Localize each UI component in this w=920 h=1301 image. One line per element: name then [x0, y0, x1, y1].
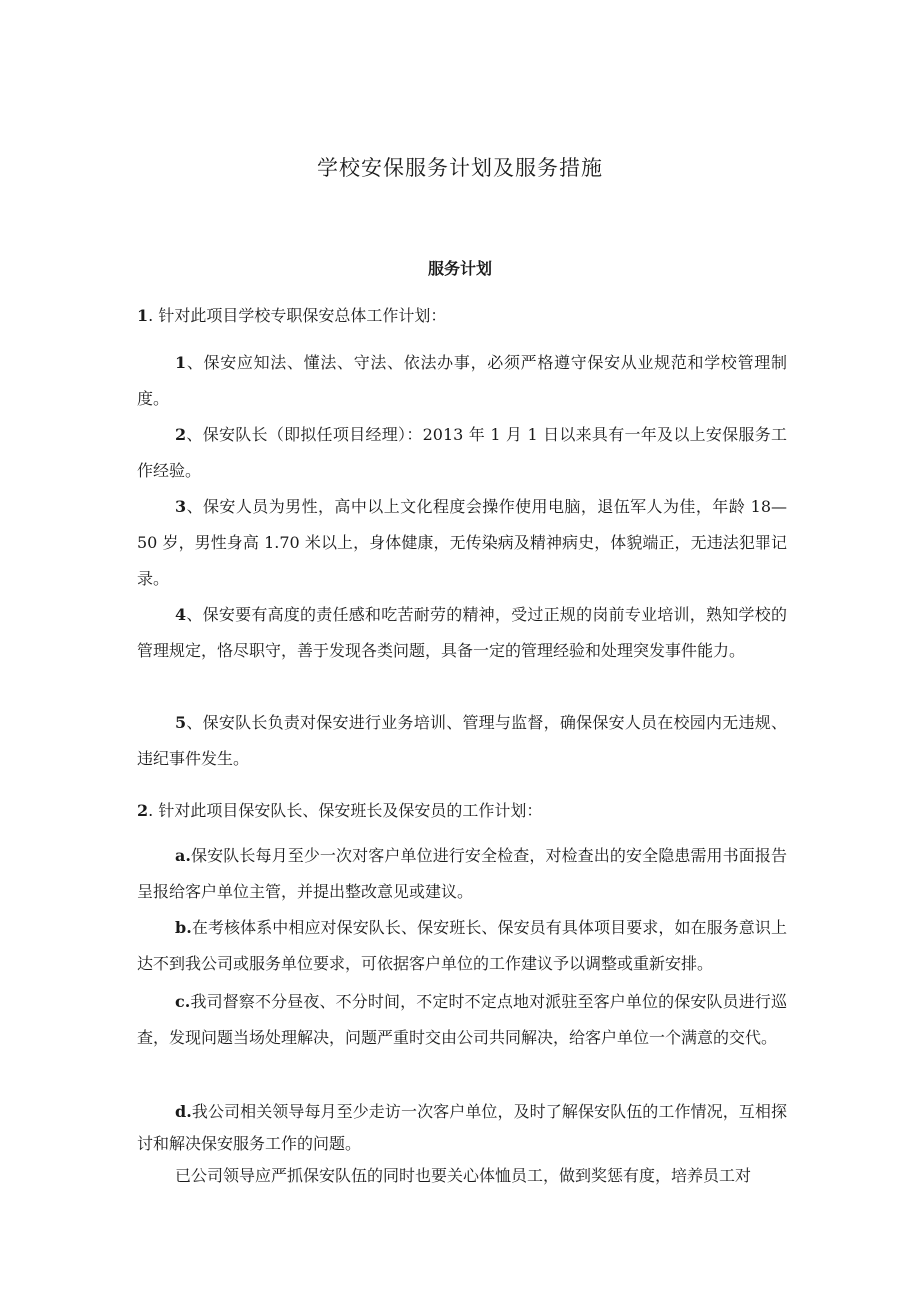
- section-1-heading-text: . 针对此项目学校专职保安总体工作计划：: [148, 306, 447, 325]
- section-2-item-b: [137, 910, 787, 982]
- item-lead: b.: [175, 918, 192, 937]
- item-text: 、保安人员为男性，高中以上文化程度会操作使用电脑，退伍军人为佳，年龄 18—50 岁，男性身高 1.70 米以上，身体健康，无传染病及精神病史，体貌端正，无违法犯罪记录。: [137, 497, 787, 588]
- section-2-item-a: [137, 838, 787, 910]
- item-lead: 3: [175, 497, 187, 516]
- section-2-item-d: [137, 1096, 787, 1160]
- section-1-item-4: [137, 597, 787, 669]
- item-lead: a.: [175, 846, 191, 865]
- item-text: 、保安队长负责对保安进行业务培训、管理与监督，确保保安人员在校园内无违规、违纪事件发生。: [137, 713, 787, 768]
- item-text: 在考核体系中相应对保安队长、保安班长、保安员有具体项目要求，如在服务意识上达不到我公司或服务单位要求，可依据客户单位的工作建议予以调整或重新安排。: [137, 918, 787, 973]
- section-2-number: 2: [137, 801, 149, 820]
- section-2-heading-text: . 针对此项目保安队长、保安班长及保安员的工作计划：: [148, 801, 543, 820]
- item-text: 、保安队长（即拟任项目经理）：2013 年 1 月 1 日以来具有一年及以上安保服务工作经验。: [137, 425, 787, 480]
- section-2-item-e: [137, 1158, 787, 1194]
- document-title: 学校安保服务计划及服务措施: [317, 156, 603, 180]
- item-lead: 5: [175, 713, 187, 732]
- item-text: 我公司相关领导每月至少走访一次客户单位，及时了解保安队伍的工作情况，互相探讨和解决保安服务工作的问题。: [137, 1102, 787, 1153]
- item-text: 我司督察不分昼夜、不分时间，不定时不定点地对派驻至客户单位的保安队员进行巡查，发现问题当场处理解决，问题严重时交由公司共同解决，给客户单位一个满意的交代。: [137, 992, 787, 1047]
- section-1-item-3: [137, 489, 787, 597]
- item-lead: 1: [175, 353, 187, 372]
- section-subtitle: 服务计划: [427, 259, 492, 278]
- item-lead: d.: [175, 1102, 192, 1121]
- section-1-item-5: [137, 705, 787, 777]
- section-1-item-1: [137, 345, 787, 417]
- section-1-number: 1: [137, 306, 149, 325]
- section-2-item-c: [137, 984, 787, 1056]
- section-2-heading: [137, 798, 542, 821]
- section-1-item-2: [137, 417, 787, 489]
- item-text: 、保安要有高度的责任感和吃苦耐劳的精神，受过正规的岗前专业培训，熟知学校的管理规定，恪尽职守，善于发现各类问题，具备一定的管理经验和处理突发事件能力。: [137, 605, 787, 660]
- item-text: 保安队长每月至少一次对客户单位进行安全检查，对检查出的安全隐患需用书面报告呈报给客户单位主管，并提出整改意见或建议。: [137, 846, 787, 901]
- item-lead: c.: [175, 992, 191, 1011]
- item-lead: 2: [175, 425, 187, 444]
- item-text: 、保安应知法、懂法、守法、依法办事，必须严格遵守保安从业规范和学校管理制度。: [137, 353, 787, 408]
- item-text: 已公司领导应严抓保安队伍的同时也要关心体恤员工，做到奖惩有度，培养员工对: [175, 1166, 752, 1185]
- item-lead: 4: [175, 605, 187, 624]
- section-1-heading: [137, 303, 446, 326]
